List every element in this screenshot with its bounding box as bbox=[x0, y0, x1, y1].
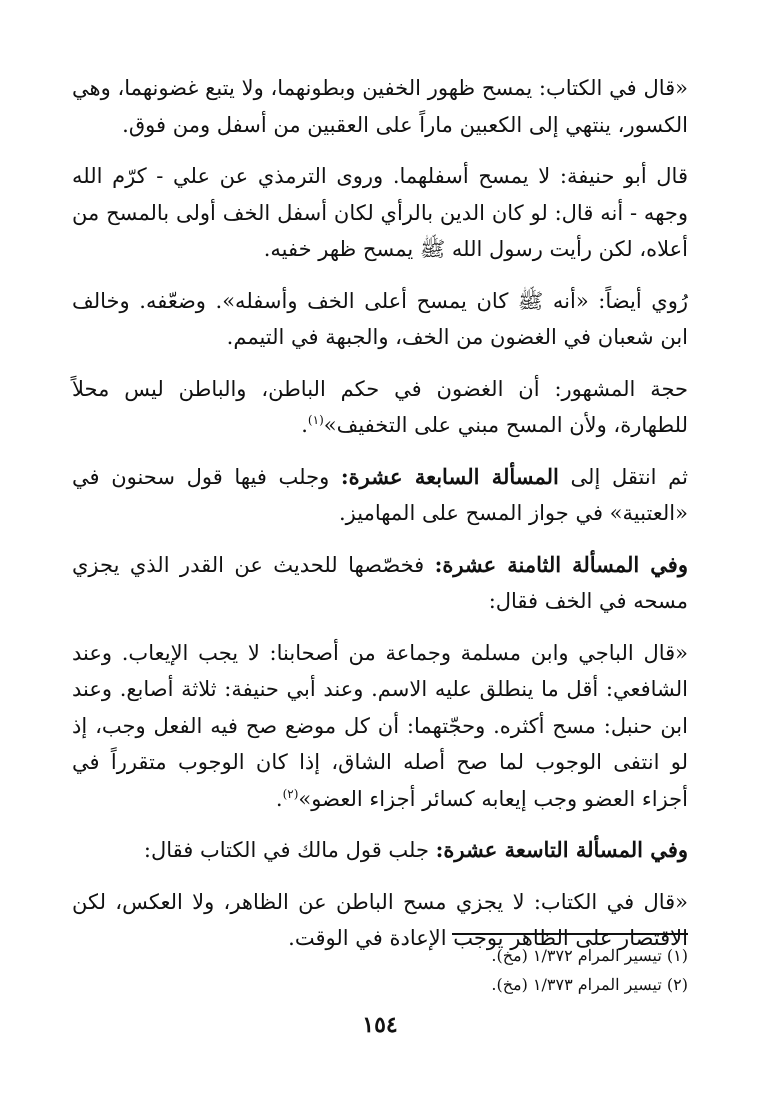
paragraph bbox=[72, 158, 688, 268]
paragraph-text: «قال الباجي وابن مسلمة وجماعة من أصحابنا: لا يجب الإيعاب. وعند الشافعي: أقل ما ينطلق عليه الاسم. وعند أبي حنيفة: ثلاثة أصابع. وعند ابن حنبل: مسح أكثره. وحجّتهما: أن كل موضع صح فيه الفعل وجب، إذ لو انتفى الوجوب لما صح أصله الشاق، إذا كان الوجوب متقرراً في أجزاء العضو وجب إيعابه كسائر أجزاء العضو» bbox=[72, 640, 688, 811]
footnote-ref: (١) bbox=[307, 413, 324, 427]
paragraph-text: «قال في الكتاب: يمسح ظهور الخفين وبطونهما، ولا يتبع غضونهما، وهي الكسور، ينتهي إلى الكعبين ماراً على العقبين من أسفل ومن فوق. bbox=[72, 76, 688, 137]
paragraph bbox=[72, 635, 688, 818]
bold-heading-text: المسألة السابعة عشرة: bbox=[340, 463, 559, 489]
paragraph bbox=[72, 547, 688, 620]
paragraph-text: ثم انتقل إلى bbox=[558, 464, 688, 489]
footnote-separator bbox=[452, 933, 688, 935]
paragraph-text: . bbox=[301, 413, 308, 437]
page-number: ١٥٤ bbox=[362, 1012, 398, 1038]
footnote-ref: (٢) bbox=[282, 786, 299, 801]
paragraph-text: رُوي أيضاً: «أنه ﷺ كان يمسح أعلى الخف وأسفله». وضعّفه. وخالف ابن شعبان في الغضون من الخف، والجبهة في التيمم. bbox=[72, 288, 688, 349]
body-text bbox=[72, 70, 688, 957]
bold-heading-text: وفي المسألة الثامنة عشرة: bbox=[434, 551, 688, 577]
paragraph bbox=[72, 832, 688, 869]
paragraph bbox=[72, 70, 688, 143]
footnote-2: (٢) تيسير المرام ١/٣٧٣ (مخ). bbox=[491, 975, 688, 994]
paragraph bbox=[72, 459, 688, 532]
paragraph-text: قال أبو حنيفة: لا يمسح أسفلهما. وروى الترمذي عن علي - كرّم الله وجهه - أنه قال: لو كان الدين بالرأي لكان أسفل الخف أولى بالمسح من أعلاه، لكن رأيت رسول الله ﷺ يمسح ظهر خفيه. bbox=[72, 164, 688, 261]
footnotes bbox=[72, 941, 688, 999]
paragraph-text: جلب قول مالك في الكتاب فقال: bbox=[143, 838, 436, 862]
bold-heading-text: وفي المسألة التاسعة عشرة: bbox=[435, 837, 688, 862]
paragraph-text: وجلب فيها قول سحنون في «العتبية» في جواز المسح على المهاميز. bbox=[72, 464, 688, 525]
paragraph-text: حجة المشهور: أن الغضون في حكم الباطن، والباطن ليس محلاً للطهارة، ولأن المسح مبني على التخفيف» bbox=[72, 376, 688, 437]
paragraph bbox=[72, 283, 688, 356]
paragraph-text: فخصّصها للحديث عن القدر الذي يجزي مسحه في الخف فقال: bbox=[72, 552, 688, 613]
paragraph-text: «قال في الكتاب: لا يجزي مسح الباطن عن الظاهر، ولا العكس، لكن الاقتصار على الظاهر يوجب الإعادة في الوقت. bbox=[72, 889, 688, 950]
paragraph-text: . bbox=[275, 786, 283, 811]
paragraph bbox=[72, 371, 688, 444]
footnote-1: (١) تيسير المرام ١/٣٧٢ (مخ). bbox=[491, 946, 688, 965]
